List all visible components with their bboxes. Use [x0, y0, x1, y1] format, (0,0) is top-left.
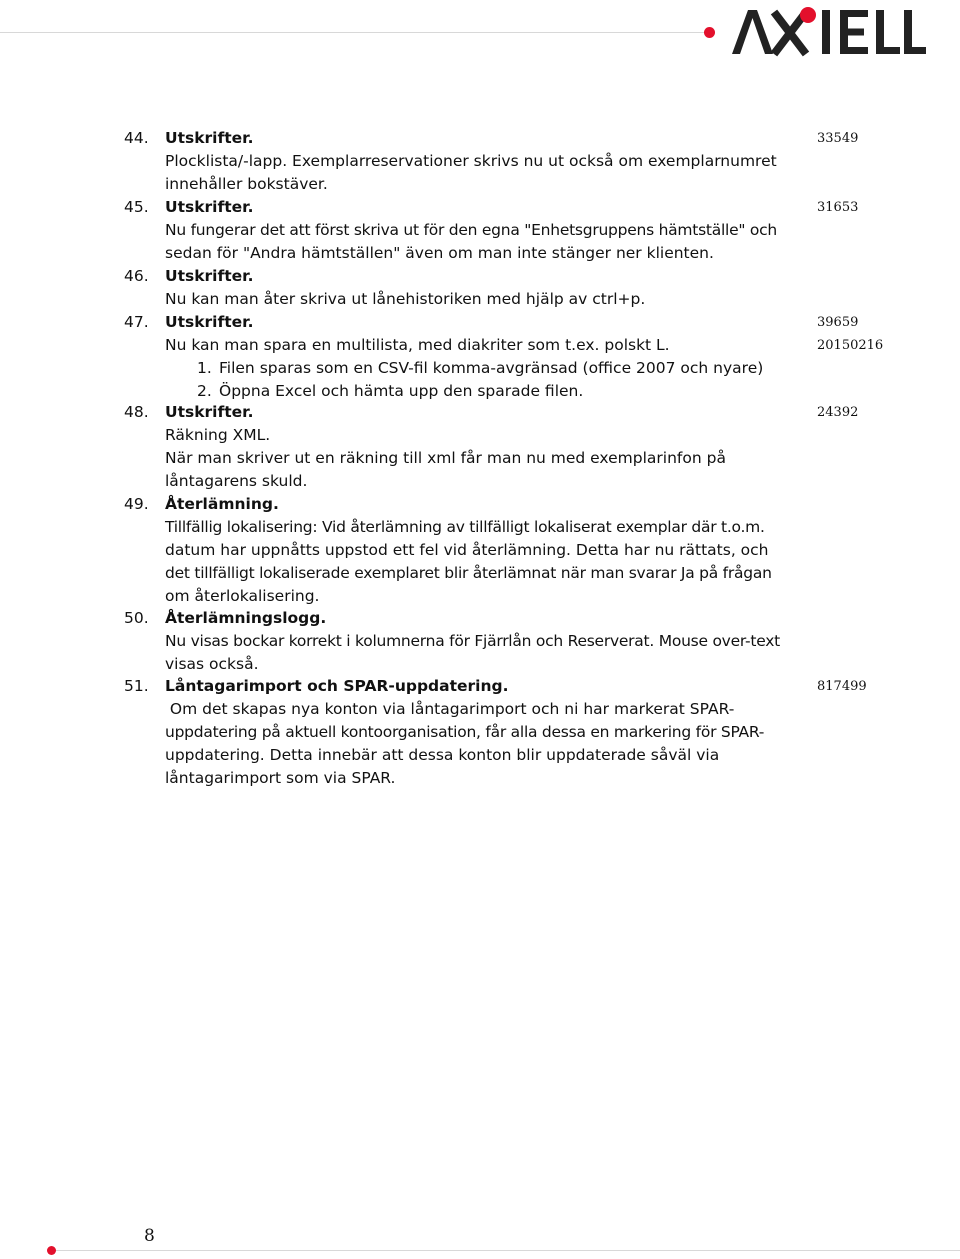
sub-list-item: [165, 357, 805, 380]
item-text: låntagarens skuld.: [165, 472, 308, 490]
item-title: Utskrifter.: [165, 267, 254, 285]
sub-list-text: Öppna Excel och hämta upp den sparade filen.: [219, 382, 584, 400]
item-title: Återlämning.: [165, 495, 279, 513]
sub-list-item: [165, 380, 805, 403]
item-text: låntagarimport som via SPAR.: [165, 769, 396, 787]
item-text: Nu visas bockar korrekt i kolumnerna för Fjärrlån och Reserverat. Mouse over-text: [165, 632, 780, 650]
item-number: 47.: [124, 313, 149, 331]
header-dot: [704, 27, 715, 38]
item-text: Räkning XML.: [165, 426, 271, 444]
reference-date: 20150216: [817, 338, 884, 353]
footer-rule: [52, 1250, 960, 1251]
item-text: sedan för "Andra hämtställen" även om man inte stänger ner klienten.: [165, 244, 714, 262]
item-text: innehåller bokstäver.: [165, 175, 328, 193]
item-number: 48.: [124, 403, 149, 421]
reference-number: 33549: [817, 131, 859, 146]
reference-number: 24392: [817, 405, 859, 420]
item-text: När man skriver ut en räkning till xml får man nu med exemplarinfon på: [165, 449, 726, 467]
item-text: Om det skapas nya konton via låntagarimport och ni har markerat SPAR-: [165, 700, 735, 718]
item-text: visas också.: [165, 655, 259, 673]
item-text: Nu kan man spara en multilista, med diakriter som t.ex. polskt L.: [165, 336, 670, 354]
item-number: 45.: [124, 198, 149, 216]
item-text: Nu kan man åter skriva ut lånehistoriken med hjälp av ctrl+p.: [165, 290, 646, 308]
item-number: 49.: [124, 495, 149, 513]
item-title: Låntagarimport och SPAR-uppdatering.: [165, 677, 509, 695]
reference-number: 31653: [817, 200, 859, 215]
sub-list-number: 2.: [197, 382, 212, 400]
item-text: om återlokalisering.: [165, 587, 320, 605]
header-rule: [0, 32, 706, 33]
footer-dot: [47, 1246, 56, 1255]
item-text: datum har uppnåtts uppstod ett fel vid återlämning. Detta har nu rättats, och: [165, 541, 769, 559]
item-text: Tillfällig lokalisering: Vid återlämning av tillfälligt lokaliserat exemplar där t.o.m.: [165, 518, 765, 536]
item-title: Återlämningslogg.: [165, 609, 327, 627]
item-title: Utskrifter.: [165, 129, 254, 147]
reference-number: 39659: [817, 315, 859, 330]
item-title: Utskrifter.: [165, 313, 254, 331]
sub-list-number: 1.: [197, 359, 212, 377]
reference-number: 817499: [817, 679, 867, 694]
item-number: 51.: [124, 677, 149, 695]
sub-list-text: Filen sparas som en CSV-fil komma-avgränsad (office 2007 och nyare): [219, 359, 764, 377]
item-title: Utskrifter.: [165, 198, 254, 216]
item-number: 46.: [124, 267, 149, 285]
item-text: det tillfälligt lokaliserade exemplaret blir återlämnat när man svarar Ja på frågan: [165, 564, 772, 582]
item-title: Utskrifter.: [165, 403, 254, 421]
item-text: Nu fungerar det att först skriva ut för den egna "Enhetsgruppens hämtställe" och: [165, 221, 778, 239]
item-text: uppdatering. Detta innebär att dessa konton blir uppdaterade såväl via: [165, 746, 720, 764]
item-text: Plocklista/-lapp. Exemplarreservationer skrivs nu ut också om exemplarnumret: [165, 152, 777, 170]
item-number: 44.: [124, 129, 149, 147]
item-text: uppdatering på aktuell kontoorganisation, får alla dessa en markering för SPAR-: [165, 723, 765, 741]
page-number: 8: [144, 1226, 155, 1246]
axiell-logo: [728, 4, 928, 58]
item-number: 50.: [124, 609, 149, 627]
